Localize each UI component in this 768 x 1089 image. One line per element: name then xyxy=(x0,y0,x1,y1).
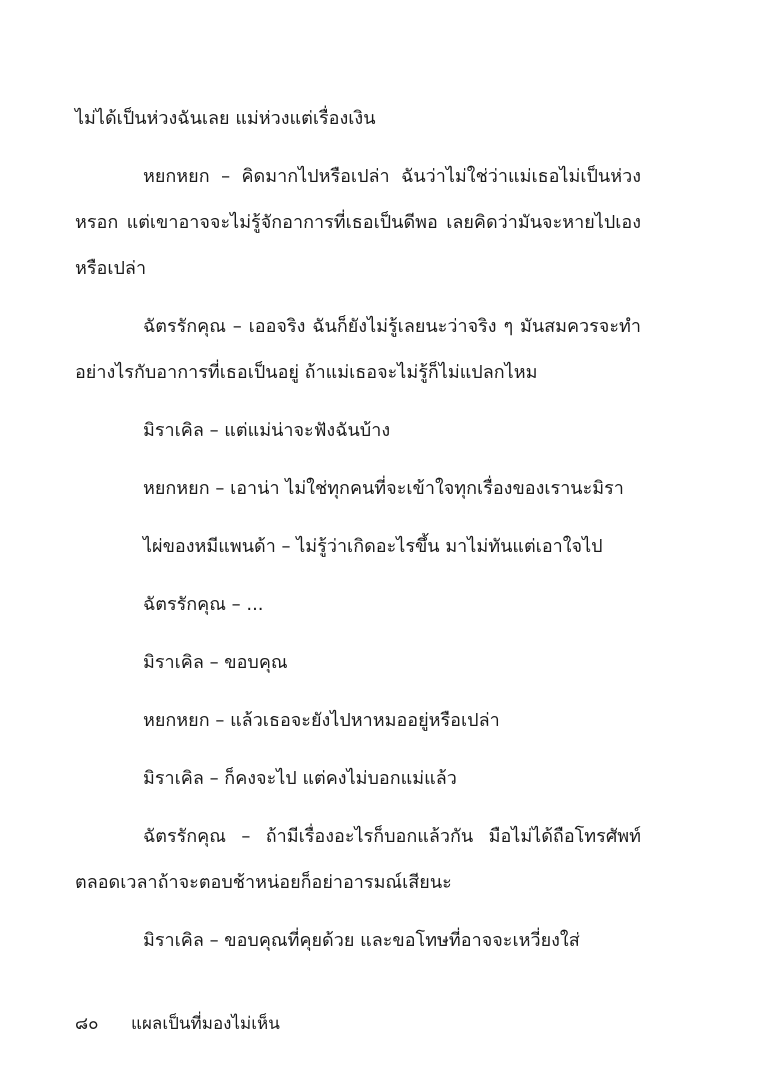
dialogue-paragraph: หยกหยก – เอาน่า ไม่ใช่ทุกคนที่จะเข้าใจทุกเรื่องของเรานะมิรา xyxy=(143,478,624,499)
dialogue-paragraph: มิราเคิล – ขอบคุณ xyxy=(143,652,288,673)
dialogue-paragraph: หยกหยก – คิดมากไปหรือเปล่า ฉันว่าไม่ใช่ว่าแม่เธอไม่เป็นห่วงหรอก แต่เขาอาจจะไม่รู้จักอาการที่เธอเป็นดีพอ เลยคิดว่ามันจะหายไปเองหรือเปล่า xyxy=(75,166,641,279)
dialogue-paragraph: ฉัตรรักคุณ – ... xyxy=(143,594,264,615)
paragraph-continuation: ไม่ได้เป็นห่วงฉันเลย แม่ห่วงแต่เรื่องเงิน xyxy=(75,108,376,129)
dialogue-paragraph: มิราเคิล – ขอบคุณที่คุยด้วย และขอโทษที่อาจจะเหวี่ยงใส่ xyxy=(143,930,580,951)
dialogue-paragraph: ฉัตรรักคุณ – เออจริง ฉันก็ยังไม่รู้เลยนะว่าจริง ๆ มันสมควรจะทำอย่างไรกับอาการที่เธอเป็นอยู่ ถ้าแม่เธอจะไม่รู้ก็ไม่แปลกไหม xyxy=(75,316,641,383)
dialogue-paragraph: ไผ่ของหมีแพนด้า – ไม่รู้ว่าเกิดอะไรขึ้น มาไม่ทันแต่เอาใจไป xyxy=(143,536,603,557)
dialogue-paragraph: หยกหยก – แล้วเธอจะยังไปหาหมออยู่หรือเปล่า xyxy=(143,710,500,731)
body-text xyxy=(75,96,641,976)
page-number: ๘๐ xyxy=(75,1014,99,1034)
page-footer xyxy=(75,1012,280,1036)
book-title: แผลเป็นที่มองไม่เห็น xyxy=(131,1014,280,1034)
dialogue-paragraph: มิราเคิล – ก็คงจะไป แต่คงไม่บอกแม่แล้ว xyxy=(143,768,457,789)
dialogue-paragraph: มิราเคิล – แต่แม่น่าจะฟังฉันบ้าง xyxy=(143,420,391,441)
dialogue-paragraph: ฉัตรรักคุณ – ถ้ามีเรื่องอะไรก็บอกแล้วกัน มือไม่ได้ถือโทรศัพท์ตลอดเวลาถ้าจะตอบช้าหน่อยก็อย่าอารมณ์เสียนะ xyxy=(75,826,641,893)
